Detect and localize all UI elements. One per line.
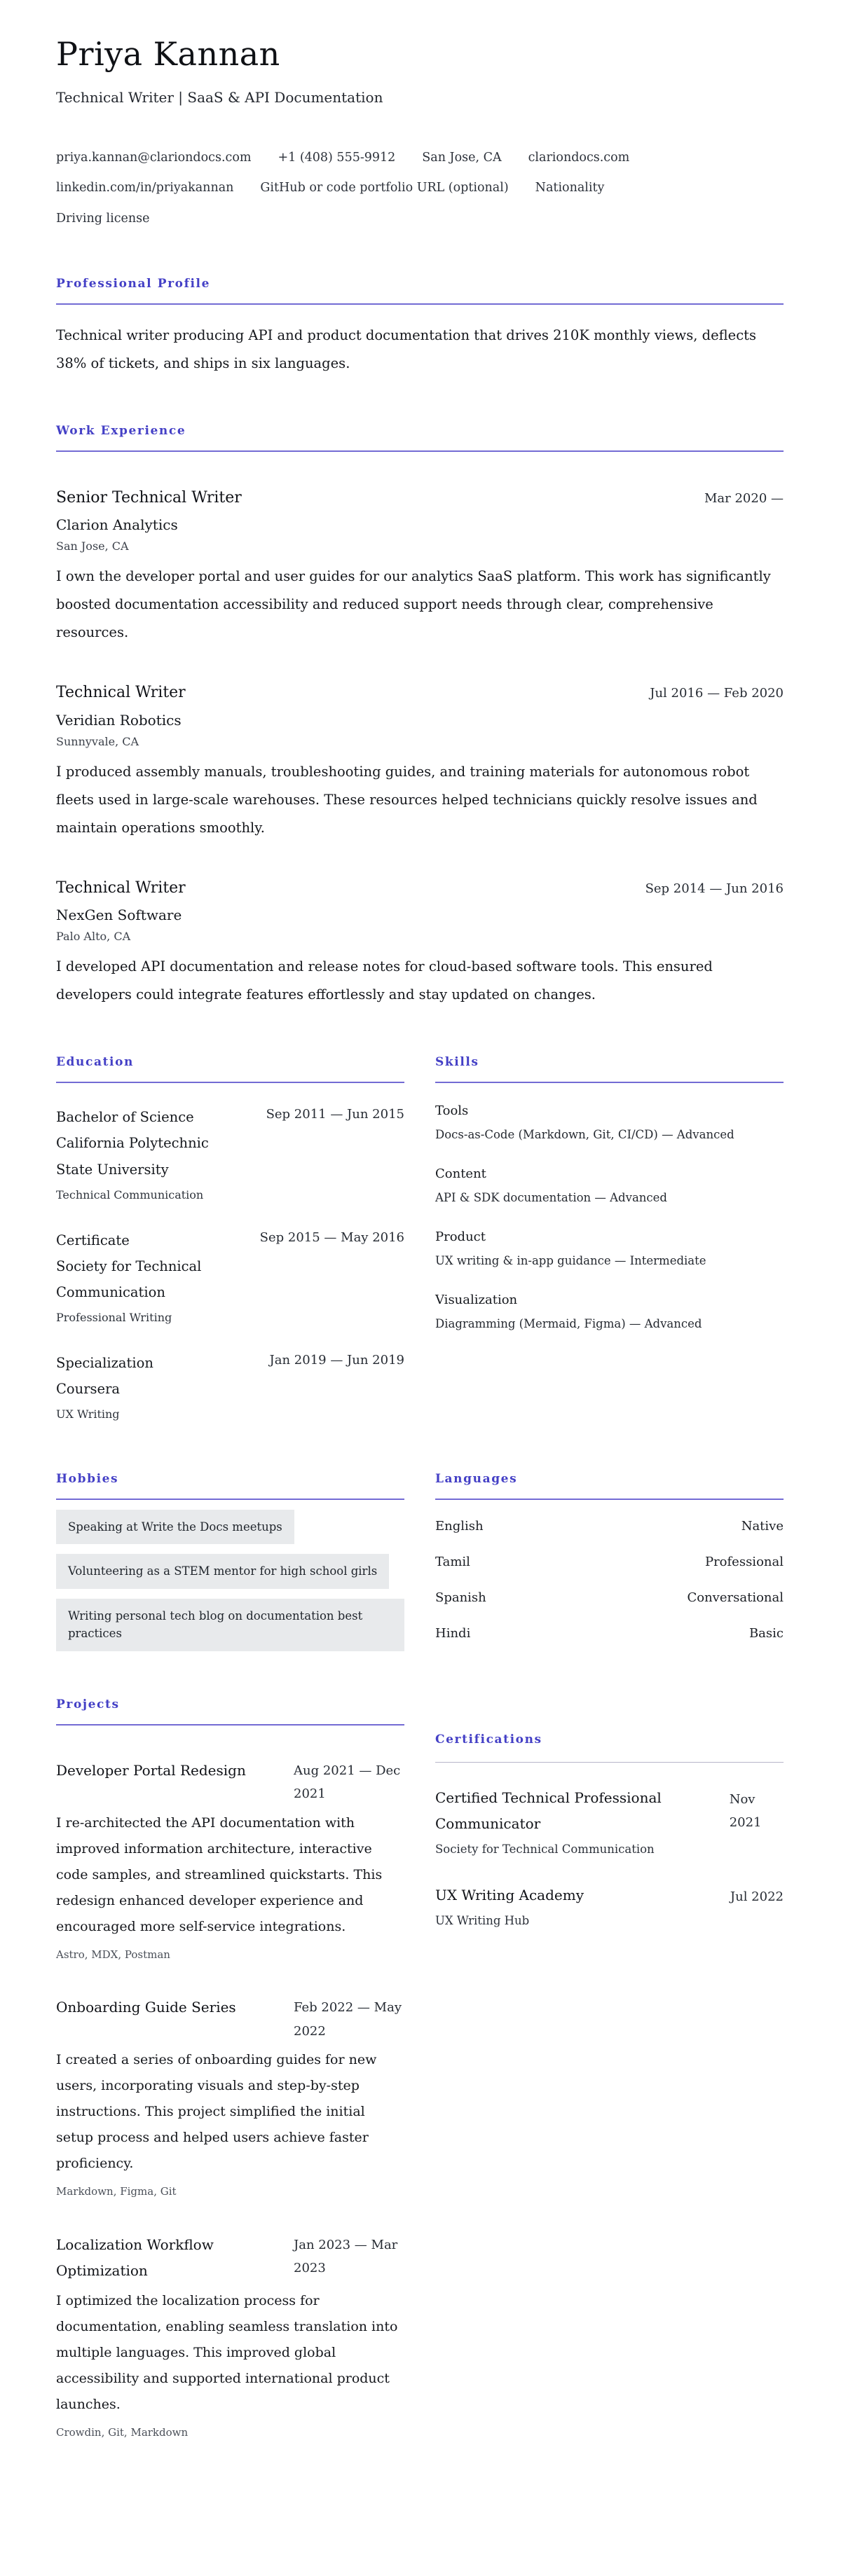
language-level: Basic: [748, 1625, 784, 1641]
section-divider: [435, 1082, 784, 1083]
columns-row-projects-certifications: [56, 1697, 784, 2440]
education-school: California Polytechnic State University: [56, 1135, 209, 1178]
language-name: Tamil: [435, 1554, 470, 1569]
project-description: I created a series of onboarding guides for new users, incorporating visuals and step-by-step instructions. This project simplified the initial setup process and helped users achieve faster proficiency.: [56, 2051, 377, 2172]
section-projects: [56, 1697, 404, 2440]
section-skills: [435, 1055, 784, 1335]
language-name: English: [435, 1518, 484, 1534]
hobby-list: [56, 1510, 404, 1651]
columns-row-education-skills: [56, 1055, 784, 1425]
project-dates: Aug 2021 — Dec 2021: [294, 1763, 401, 1802]
certification-issuer: Society for Technical Communication: [435, 1843, 655, 1857]
job-entry: [56, 488, 784, 647]
education-dates: Sep 2011 — Jun 2015: [266, 1107, 404, 1122]
language-level: Professional: [704, 1554, 784, 1569]
education-school: Coursera: [56, 1380, 121, 1397]
certification-issuer: UX Writing Hub: [435, 1914, 530, 1928]
project-description: I re-architected the API documentation with improved information architecture, interactive code samples, and streamlined quickstarts. This redesign enhanced developer experience and encouraged more self-service integrations.: [56, 1814, 383, 1934]
education-entry: [56, 1350, 404, 1426]
person-name: Priya Kannan: [56, 35, 280, 73]
project-header: [56, 1995, 404, 2043]
project-title: Onboarding Guide Series: [56, 1999, 236, 2016]
job-entry: [56, 879, 784, 1010]
contact-email: priya.kannan@clariondocs.com: [56, 151, 252, 165]
education-main: [56, 1350, 217, 1426]
project-tech-stack: Astro, MDX, Postman: [56, 1948, 170, 1961]
hobby-chip: Speaking at Write the Docs meetups: [56, 1510, 294, 1545]
project-description: I optimized the localization process for documentation, enabling seamless translation into multiple languages. This improved global accessibility and supported international product launches.: [56, 2292, 398, 2412]
project-dates: Jan 2023 — Mar 2023: [294, 2237, 398, 2275]
contact-location: San Jose, CA: [422, 151, 502, 165]
job-location: Palo Alto, CA: [56, 930, 131, 944]
profile-summary: Technical writer producing API and product documentation that drives 210K monthly views, deflects 38% of tickets, and ships in six languages.: [56, 326, 756, 371]
section-heading-work: Work Experience: [56, 423, 186, 438]
resume-header: [56, 35, 784, 230]
education-main: [56, 1104, 217, 1206]
section-heading-skills: Skills: [435, 1055, 479, 1070]
education-school: Society for Technical Communication: [56, 1258, 202, 1300]
language-level: Conversational: [687, 1590, 784, 1605]
contact-row: [56, 146, 784, 170]
job-company: Clarion Analytics: [56, 516, 178, 534]
job-company: Veridian Robotics: [56, 711, 182, 729]
columns-row-hobbies-languages: [56, 1472, 784, 1651]
section-divider: [435, 1499, 784, 1500]
section-languages: [435, 1472, 784, 1643]
project-entry: [56, 1995, 404, 2199]
education-entry: [56, 1227, 404, 1329]
contact-github-placeholder: GitHub or code portfolio URL (optional): [260, 181, 509, 195]
skill-detail: Docs-as-Code (Markdown, Git, CI/CD) — Advanced: [435, 1128, 734, 1142]
job-dates: Jul 2016 — Feb 2020: [650, 686, 784, 701]
certification-main: [435, 1882, 584, 1931]
skill-detail: Diagramming (Mermaid, Figma) — Advanced: [435, 1316, 702, 1330]
education-program: Professional Writing: [56, 1310, 172, 1324]
section-divider: [56, 1724, 404, 1726]
job-header: [56, 488, 784, 509]
language-row: [435, 1588, 784, 1607]
certification-title: UX Writing Academy: [435, 1887, 584, 1904]
project-title: Localization Workflow Optimization: [56, 2236, 214, 2279]
hobby-chip: Writing personal tech blog on documentation best practices: [56, 1599, 404, 1651]
certification-dates: Jul 2022: [730, 1889, 784, 1905]
job-title: Senior Technical Writer: [56, 488, 242, 507]
job-dates: Sep 2014 — Jun 2016: [645, 881, 784, 896]
contact-nationality-placeholder: Nationality: [535, 181, 605, 195]
section-heading-hobbies: Hobbies: [56, 1471, 119, 1486]
person-title: Technical Writer | SaaS & API Documentation: [56, 89, 383, 106]
education-degree: Specialization: [56, 1354, 153, 1371]
contact-phone: +1 (408) 555-9912: [278, 151, 396, 165]
skill-category: Visualization: [435, 1292, 518, 1307]
education-main: [56, 1227, 217, 1329]
skill-group: [435, 1227, 784, 1272]
job-description: I own the developer portal and user guides for our analytics SaaS platform. This work has significantly boosted documentation accessibility and reduced support needs through clear, comprehensive resources.: [56, 568, 771, 641]
contact-website: clariondocs.com: [528, 151, 630, 165]
project-tech-stack: Markdown, Figma, Git: [56, 2185, 177, 2198]
skill-category: Product: [435, 1230, 486, 1244]
education-program: UX Writing: [56, 1407, 120, 1421]
skill-detail: API & SDK documentation — Advanced: [435, 1191, 667, 1204]
section-education: [56, 1055, 404, 1425]
section-divider: [56, 450, 784, 452]
skill-category: Tools: [435, 1103, 469, 1119]
certification-dates: Nov 2021: [729, 1792, 762, 1831]
contact-row: [56, 177, 784, 200]
language-row: [435, 1552, 784, 1571]
skill-group: [435, 1290, 784, 1335]
job-title: Technical Writer: [56, 879, 186, 897]
skill-group: [435, 1101, 784, 1146]
certification-main: [435, 1785, 730, 1860]
education-dates: Sep 2015 — May 2016: [259, 1230, 404, 1245]
project-header: [56, 1758, 404, 1806]
project-tech-stack: Crowdin, Git, Markdown: [56, 2425, 189, 2439]
section-professional-profile: [56, 277, 784, 378]
education-entry: [56, 1104, 404, 1206]
skill-detail: UX writing & in-app guidance — Intermediate: [435, 1253, 706, 1267]
contact-row: [56, 207, 784, 230]
contact-driving-license-placeholder: Driving license: [56, 211, 150, 226]
skill-group: [435, 1164, 784, 1209]
section-certifications: [435, 1733, 784, 1932]
language-level: Native: [741, 1518, 784, 1534]
section-heading-languages: Languages: [435, 1471, 518, 1486]
job-location: Sunnyvale, CA: [56, 734, 139, 748]
job-company: NexGen Software: [56, 907, 182, 924]
project-entry: [56, 2232, 404, 2441]
language-row: [435, 1624, 784, 1643]
job-entry: [56, 683, 784, 842]
language-name: Spanish: [435, 1590, 486, 1605]
education-degree: Certificate: [56, 1232, 130, 1248]
job-location: San Jose, CA: [56, 539, 129, 553]
project-entry: [56, 1758, 404, 1962]
section-divider: [56, 303, 784, 305]
certification-entry: [435, 1785, 784, 1860]
certification-title: Certified Technical Professional Communicator: [435, 1789, 662, 1833]
job-description: I produced assembly manuals, troubleshooting guides, and training materials for autonomous robot fleets used in large-scale warehouses. These resources helped technicians quickly resolve issues and maintain operations smoothly.: [56, 763, 758, 836]
skill-category: Content: [435, 1166, 486, 1182]
job-header: [56, 683, 784, 703]
project-title: Developer Portal Redesign: [56, 1762, 246, 1779]
project-header: [56, 2232, 404, 2284]
section-heading-certifications: Certifications: [435, 1733, 542, 1747]
language-row: [435, 1517, 784, 1536]
section-divider: [56, 1082, 404, 1083]
section-divider: [56, 1499, 404, 1500]
project-dates: Feb 2022 — May 2022: [294, 2000, 402, 2039]
job-dates: Mar 2020 —: [704, 490, 784, 506]
section-heading-education: Education: [56, 1055, 134, 1070]
section-heading-projects: Projects: [56, 1697, 120, 1712]
hobby-chip: Volunteering as a STEM mentor for high school girls: [56, 1554, 389, 1589]
job-header: [56, 879, 784, 899]
education-degree: Bachelor of Science: [56, 1109, 194, 1126]
education-dates: Jan 2019 — Jun 2019: [269, 1352, 404, 1368]
contact-linkedin: linkedin.com/in/priyakannan: [56, 181, 234, 195]
contact-info: [56, 146, 784, 230]
education-program: Technical Communication: [56, 1187, 204, 1201]
job-description: I developed API documentation and release notes for cloud-based software tools. This ensured developers could integrate features effortlessly and stay updated on changes.: [56, 958, 713, 1003]
section-heading-profile: Professional Profile: [56, 276, 211, 291]
section-work-experience: [56, 424, 784, 1010]
language-name: Hindi: [435, 1625, 471, 1641]
section-divider: [435, 1762, 784, 1763]
section-hobbies: [56, 1472, 404, 1651]
job-title: Technical Writer: [56, 684, 186, 702]
certification-entry: [435, 1882, 784, 1931]
